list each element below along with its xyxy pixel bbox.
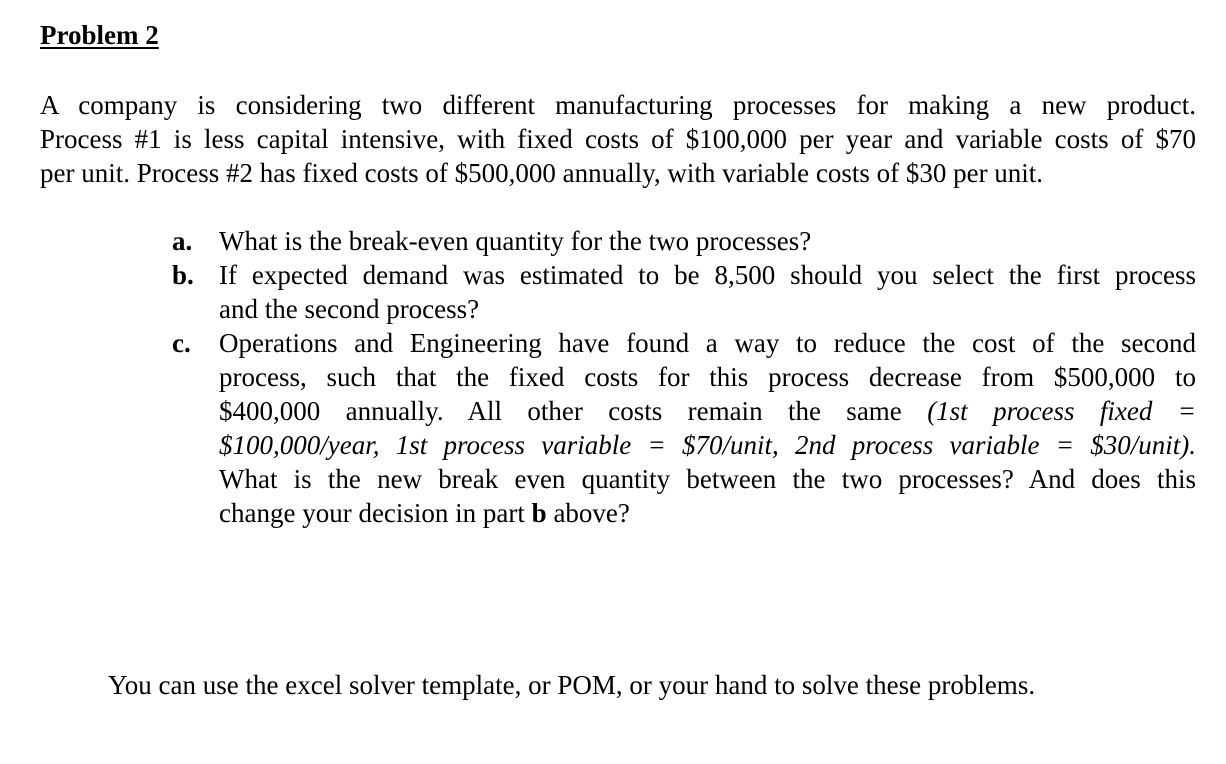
statement-line-2: Process #1 is less capital intensive, with fixed costs of $100,000 per year and variable costs of $70 bbox=[40, 124, 1196, 154]
question-c-line-2: process, such that the fixed costs for this process decrease from $500,000 to bbox=[219, 362, 1196, 392]
question-c-line-3-text: $400,000 annually. All other costs remain the same bbox=[219, 396, 902, 426]
question-a-text: What is the break-even quantity for the two processes? bbox=[219, 226, 812, 256]
problem-statement bbox=[40, 88, 1196, 190]
question-c bbox=[172, 326, 1196, 530]
question-c-marker: c. bbox=[172, 328, 191, 358]
question-c-line-3-italic: (1st process fixed = bbox=[927, 396, 1197, 426]
statement-line-3: per unit. Process #2 has fixed costs of $500,000 annually, with variable costs of $30 per unit. bbox=[40, 158, 1044, 188]
question-a-marker: a. bbox=[172, 226, 193, 256]
question-c-line-5: What is the new break even quantity between the two processes? And does this bbox=[219, 464, 1196, 494]
question-c-line-3 bbox=[219, 394, 1196, 428]
question-c-line-6-bold: b bbox=[531, 498, 547, 528]
question-b-marker: b. bbox=[172, 260, 194, 290]
question-c-line-1: Operations and Engineering have found a way to reduce the cost of the second bbox=[219, 328, 1196, 358]
question-c-line-6-before: change your decision in part bbox=[219, 498, 525, 528]
question-b-line-2: and the second process? bbox=[219, 294, 480, 324]
footer-note: You can use the excel solver template, or POM, or your hand to solve these problems. bbox=[108, 670, 1036, 700]
question-c-line-6 bbox=[219, 496, 1196, 530]
question-b bbox=[172, 258, 1196, 326]
question-a bbox=[172, 224, 1196, 258]
question-c-line-6-after: above? bbox=[553, 498, 630, 528]
problem-title: Problem 2 bbox=[40, 20, 159, 50]
question-b-line-1: If expected demand was estimated to be 8,500 should you select the first process bbox=[219, 260, 1196, 290]
statement-line-1: A company is considering two different manufacturing processes for making a new product. bbox=[40, 90, 1196, 120]
question-list bbox=[172, 224, 1196, 530]
question-c-line-4 bbox=[219, 428, 1196, 462]
question-c-line-4-italic: $100,000/year, 1st process variable = $70/unit, 2nd process variable = $30/unit). bbox=[219, 430, 1196, 460]
